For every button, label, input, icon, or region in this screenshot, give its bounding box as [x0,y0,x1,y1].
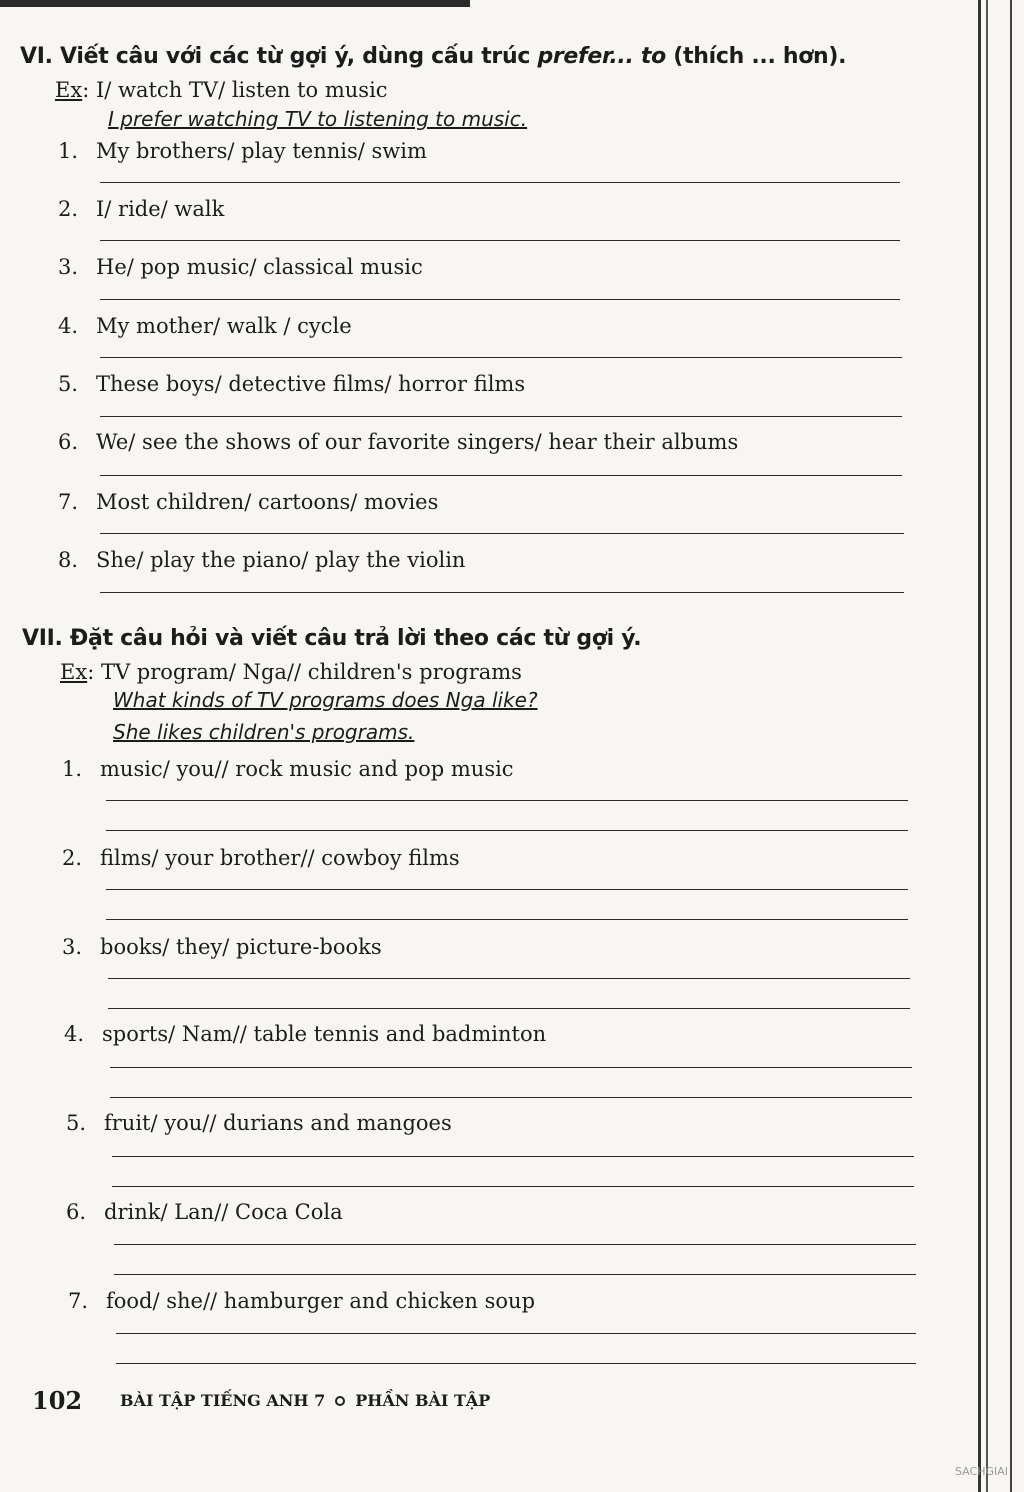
example-label: Ex [55,78,83,102]
example-prompt: I/ watch TV/ listen to music [95,78,388,102]
top-border [0,0,470,7]
list-item: 4. sports/ Nam// table tennis and badminton [64,1022,547,1046]
answer-line[interactable] [106,830,908,831]
answer-line[interactable] [114,1244,916,1245]
answer-line[interactable] [114,1274,916,1275]
answer-line[interactable] [116,1333,916,1334]
section-7-example: Ex: TV program/ Nga// children's programs [60,660,522,684]
book-part: PHẦN BÀI TẬP [355,1391,491,1410]
answer-line[interactable] [100,533,904,534]
section-7-heading: VII. Đặt câu hỏi và viết câu trả lời theo các từ gợi ý. [22,626,642,651]
section-6-heading [20,44,846,69]
answer-line[interactable] [100,592,904,593]
answer-line[interactable] [100,299,900,300]
page-number: 102 [32,1386,83,1415]
answer-line[interactable] [100,182,900,183]
list-item: 7. Most children/ cartoons/ movies [58,490,439,514]
list-item: 7. food/ she// hamburger and chicken soup [68,1289,536,1313]
answer-line[interactable] [100,475,902,476]
bullet-icon [335,1396,345,1406]
page-edge [978,0,988,1492]
list-item: 1. music/ you// rock music and pop music [62,757,514,781]
section-6-meaning: (thích ... hơn). [673,44,847,69]
example-prompt: TV program/ Nga// children's programs [100,660,522,684]
book-title: BÀI TẬP TIẾNG ANH 7 [120,1391,326,1410]
list-item: 5. These boys/ detective films/ horror films [58,372,526,396]
page-edge-inner [1010,0,1012,1492]
list-item: 3. books/ they/ picture-books [62,935,382,959]
example-answer: She likes children's programs. [113,720,415,744]
answer-line[interactable] [108,978,910,979]
section-6-structure: prefer... to [537,44,666,69]
answer-line[interactable] [100,240,900,241]
example-answer: I prefer watching TV to listening to music. [108,107,528,131]
answer-line[interactable] [112,1156,914,1157]
list-item: 6. We/ see the shows of our favorite singers/ hear their albums [58,430,739,454]
list-item: 1. My brothers/ play tennis/ swim [58,139,427,163]
answer-line[interactable] [106,919,908,920]
section-6-example: Ex: I/ watch TV/ listen to music [55,78,388,102]
running-footer [120,1391,490,1410]
list-item: 2. I/ ride/ walk [58,197,225,221]
list-item: 3. He/ pop music/ classical music [58,255,423,279]
list-item: 2. films/ your brother// cowboy films [62,846,460,870]
answer-line[interactable] [112,1186,914,1187]
answer-line[interactable] [106,800,908,801]
example-label: Ex [60,660,88,684]
section-6-title: VI. Viết câu với các từ gợi ý, dùng cấu trúc [20,44,531,69]
answer-line[interactable] [106,889,908,890]
list-item: 6. drink/ Lan// Coca Cola [66,1200,343,1224]
answer-line[interactable] [100,357,902,358]
answer-line[interactable] [110,1097,912,1098]
answer-line[interactable] [116,1363,916,1364]
list-item: 8. She/ play the piano/ play the violin [58,548,466,572]
list-item: 5. fruit/ you// durians and mangoes [66,1111,452,1135]
answer-line[interactable] [110,1067,912,1068]
answer-line[interactable] [100,416,902,417]
list-item: 4. My mother/ walk / cycle [58,314,352,338]
watermark: SACHGIAI [955,1465,1009,1478]
example-question: What kinds of TV programs does Nga like? [113,688,538,712]
answer-line[interactable] [108,1008,910,1009]
